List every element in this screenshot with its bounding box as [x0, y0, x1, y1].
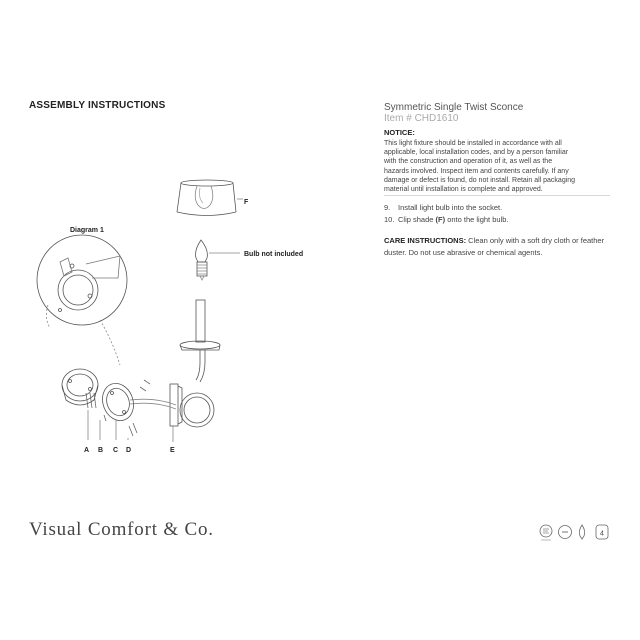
- diagram-label: Diagram 1: [70, 227, 104, 234]
- label-b: B: [98, 447, 104, 454]
- candle-bulb: [196, 240, 208, 280]
- label-f: F: [244, 199, 249, 206]
- product-title: Symmetric Single Twist Sconce: [384, 102, 524, 113]
- notice-line: damage or defect is found, do not install. Retain all packaging: [384, 176, 576, 184]
- step-number: 9.: [384, 203, 391, 212]
- step-text: Install light bulb into the socket.: [398, 203, 503, 212]
- bulb-icon: [579, 525, 584, 539]
- label-c: C: [113, 447, 119, 454]
- notice-line: with the construction and operation of it, as well as the: [384, 158, 553, 166]
- care-text: Clean only with a soft dry cloth or feather duster. Do not use abrasive or chemical agents.: [384, 236, 605, 257]
- certification-icons: [538, 522, 618, 544]
- care-label: CARE INSTRUCTIONS:: [384, 236, 467, 245]
- item-number: Item # CHD1610: [384, 113, 459, 124]
- brand-wordmark: Visual Comfort & Co.: [29, 519, 214, 540]
- step-number: 10.: [384, 214, 395, 224]
- notice-line: hazards involved. Inspect item and contents carefully. If any: [384, 167, 569, 175]
- bulb-count: 4: [600, 530, 604, 538]
- damp-location-icon: [559, 526, 572, 539]
- mounting-plate: [97, 379, 138, 425]
- notice-line: applicable, local installation codes, and by a person familiar: [384, 149, 569, 157]
- socket-column: [180, 300, 220, 382]
- label-e: E: [170, 447, 175, 454]
- detail-circle: [37, 235, 127, 325]
- step-text-end: onto the light bulb.: [445, 214, 509, 224]
- label-a: A: [84, 447, 90, 454]
- notice-line: This light fixture should be installed in accordance with all: [384, 140, 562, 147]
- lamp-shade: [177, 180, 236, 216]
- label-d: D: [126, 447, 132, 454]
- step-part-ref: (F): [435, 214, 446, 224]
- etl-listed-icon: [540, 525, 552, 540]
- step-text: Clip shade: [398, 214, 436, 224]
- notice-line: material until installation is complete and approved.: [384, 186, 543, 194]
- page-heading: ASSEMBLY INSTRUCTIONS: [29, 100, 166, 111]
- junction-box: [62, 369, 98, 405]
- bulb-note: Bulb not included: [244, 251, 304, 258]
- notice-label: NOTICE:: [384, 128, 415, 137]
- twist-ring: [180, 393, 214, 427]
